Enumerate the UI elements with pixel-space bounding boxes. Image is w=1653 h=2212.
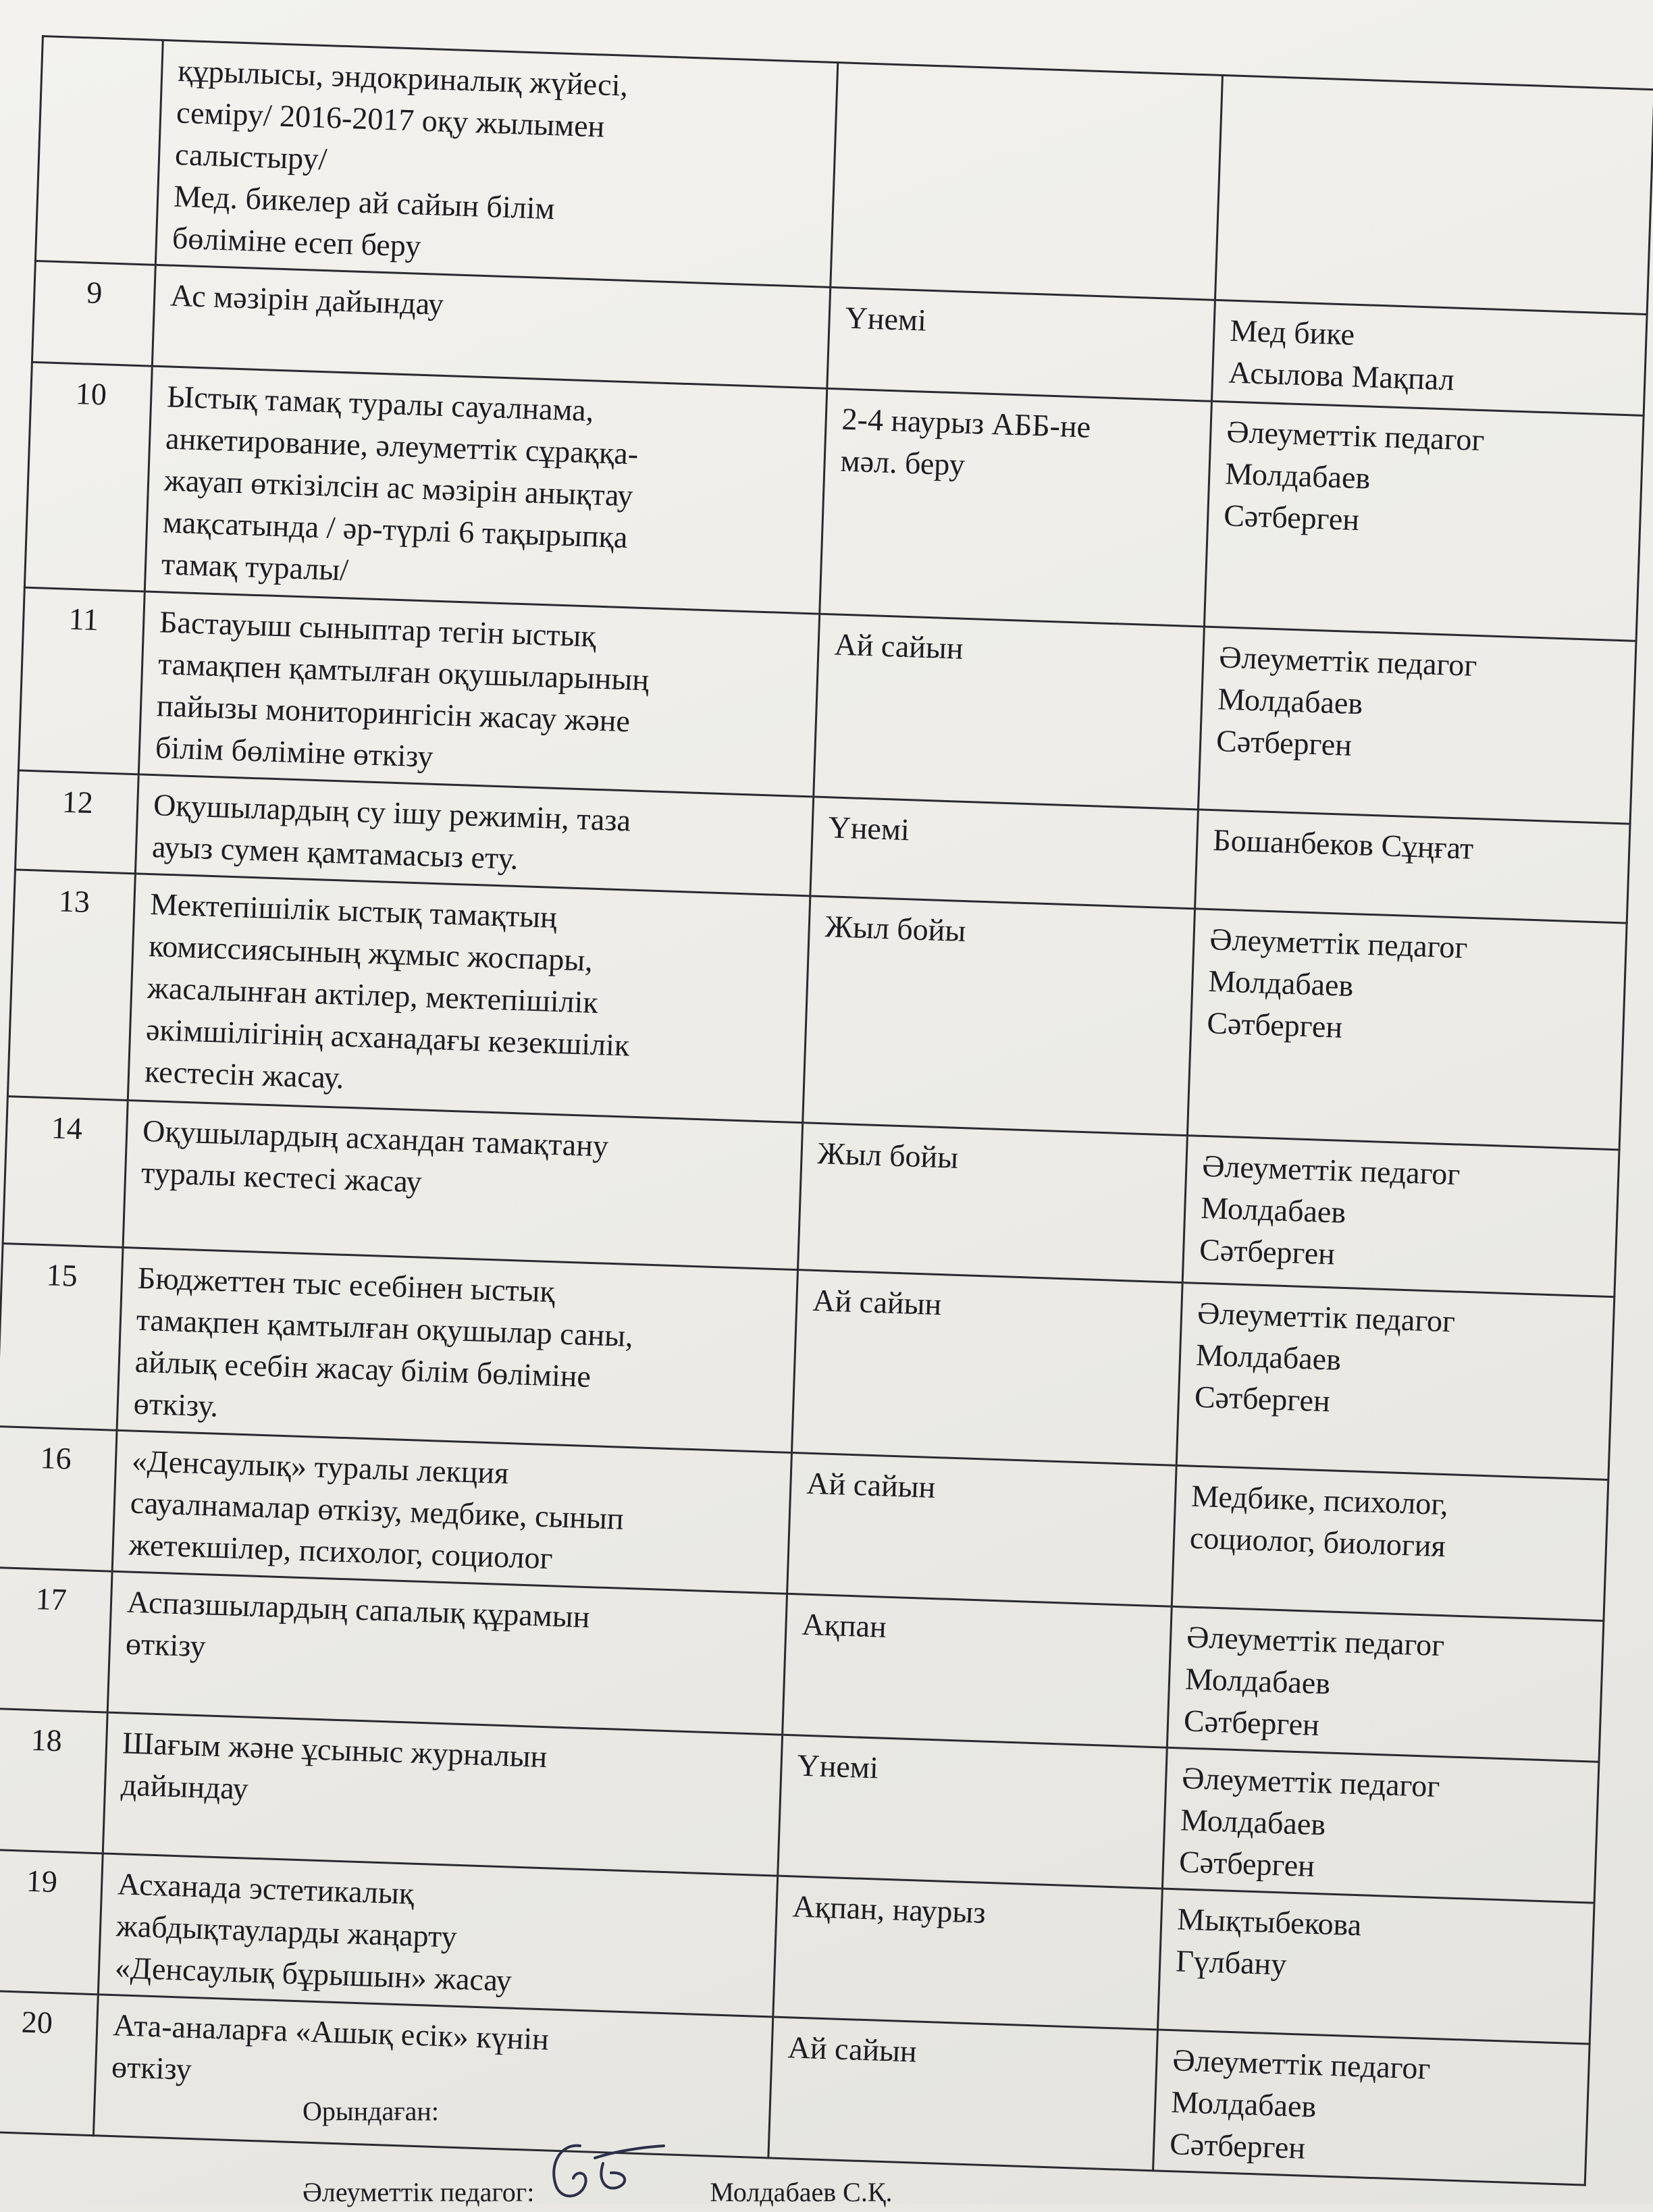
- task-cell: Бастауыш сыныптар тегін ыстық тамақпен қамтылған оқушыларының пайызы мониторингісін жасау және білім бөліміне өткізу: [138, 591, 819, 797]
- row-number: 15: [0, 1244, 123, 1431]
- responsible-cell: Бошанбеков Сұңғат: [1195, 810, 1631, 923]
- row-number: [35, 36, 163, 265]
- period-cell: Үнемі: [827, 287, 1215, 401]
- responsible-cell: Әлеуметтік педагог Молдабаев Сәтберген: [1204, 401, 1644, 641]
- responsible-cell: Әлеуметтік педагог Молдабаев Сәтберген: [1153, 2030, 1590, 2185]
- row-number: 19: [0, 1849, 103, 1995]
- responsible-cell: Мед бике Асылова Мақпал: [1211, 300, 1647, 415]
- period-cell: Жыл бойы: [803, 896, 1195, 1136]
- responsible-cell: Әлеуметтік педагог Молдабаев Сәтберген: [1176, 1283, 1615, 1480]
- row-number: 11: [18, 587, 145, 774]
- row-number: 14: [3, 1097, 128, 1248]
- period-cell: Жыл бойы: [797, 1123, 1187, 1283]
- responsible-cell: [1215, 76, 1653, 315]
- period-cell: Үнемі: [810, 797, 1199, 909]
- responsible-cell: Әлеуметтік педагог Молдабаев Сәтберген: [1182, 1136, 1619, 1297]
- responsible-cell: Медбике, психолог, социолог, биология: [1172, 1465, 1608, 1621]
- row-number: 17: [0, 1567, 112, 1712]
- task-cell: құрылысы, эндокриналық жүйесі, семіру/ 2016-2017 оқу жылымен салыстыру/ Мед. бикелер ай сайын білім бөліміне есеп беру: [155, 40, 837, 287]
- period-cell: Ай сайын: [768, 2017, 1158, 2171]
- plan-table: [0, 35, 1653, 2186]
- row-number: 18: [0, 1708, 107, 1853]
- task-cell: «Денсаулық» туралы лекция сауалнамалар өткізу, медбике, сынып жетекшілер, психолог, социолог: [112, 1430, 791, 1594]
- task-cell: Оқушылардың су ішу режимін, таза ауыз сумен қамтамасыз ету.: [135, 774, 813, 896]
- task-cell: Шағым және ұсыныс журналын дайындау: [103, 1712, 782, 1876]
- task-cell: Асханада эстетикалық жабдықтауларды жаңарту «Денсаулық бұрышын» жасау: [98, 1853, 777, 2017]
- period-cell: Ай сайын: [814, 614, 1205, 810]
- task-cell: Бюджеттен тыс есебінен ыстық тамақпен қамтылған оқушылар саны, айлық есебін жасау білім бөліміне өткізу.: [117, 1247, 797, 1452]
- row-number: 10: [24, 362, 152, 591]
- period-cell: Ақпан: [783, 1594, 1172, 1747]
- task-cell: Ата-аналарға «Ашық есік» күнін өткізу: [93, 1995, 772, 2158]
- task-cell: Мектепішілік ыстық тамақтың комиссиясының жұмыс жоспары, жасалынған актілер, мектепішілік әкімшілігінің асханадағы кезекшілік кестесін жасау.: [128, 874, 810, 1123]
- period-cell: Ай сайын: [792, 1270, 1183, 1466]
- responsible-cell: Әлеуметтік педагог Молдабаев Сәтберген: [1187, 909, 1627, 1150]
- responsible-cell: Әлеуметтік педагог Молдабаев Сәтберген: [1167, 1606, 1604, 1762]
- task-cell: Ыстық тамақ туралы сауалнама, анкетирование, әлеуметтік сұраққа- жауап өткізілсін ас мәзірін анықтау мақсатында / әр-түрлі 6 тақырыпқа тамақ туралы/: [145, 366, 827, 614]
- row-number: 20: [0, 1991, 98, 2136]
- signer-name: Молдабаев С.Қ.: [710, 2177, 893, 2207]
- row-number: 9: [32, 261, 155, 366]
- signer-role: Әлеуметтік педагог:: [303, 2177, 535, 2207]
- signature-line: [303, 2131, 893, 2212]
- row-number: 16: [0, 1426, 117, 1571]
- period-cell: 2-4 наурыз АББ-не мәл. беру: [820, 388, 1212, 627]
- responsible-cell: Әлеуметтік педагог Молдабаев Сәтберген: [1198, 627, 1636, 824]
- task-cell: Аспазшылардың сапалық құрамын өткізу: [107, 1571, 787, 1735]
- row-number: 12: [16, 770, 139, 874]
- period-cell: [831, 63, 1223, 300]
- responsible-cell: Әлеуметтік педагог Молдабаев Сәтберген: [1162, 1747, 1599, 1903]
- period-cell: Ай сайын: [787, 1452, 1177, 1606]
- period-cell: Ақпан, наурыз: [773, 1876, 1163, 2030]
- handwritten-signature: [541, 2131, 669, 2212]
- row-number: 13: [7, 870, 135, 1101]
- task-cell: Ас мәзірін дайындау: [152, 265, 830, 388]
- period-cell: Үнемі: [778, 1735, 1167, 1889]
- signature-block: [303, 2092, 893, 2212]
- performed-by-label: Орындаған:: [303, 2096, 439, 2126]
- responsible-cell: Мықтыбекова Гүлбану: [1157, 1889, 1594, 2044]
- task-cell: Оқушылардың асхандан тамақтану туралы кестесі жасау: [123, 1101, 803, 1270]
